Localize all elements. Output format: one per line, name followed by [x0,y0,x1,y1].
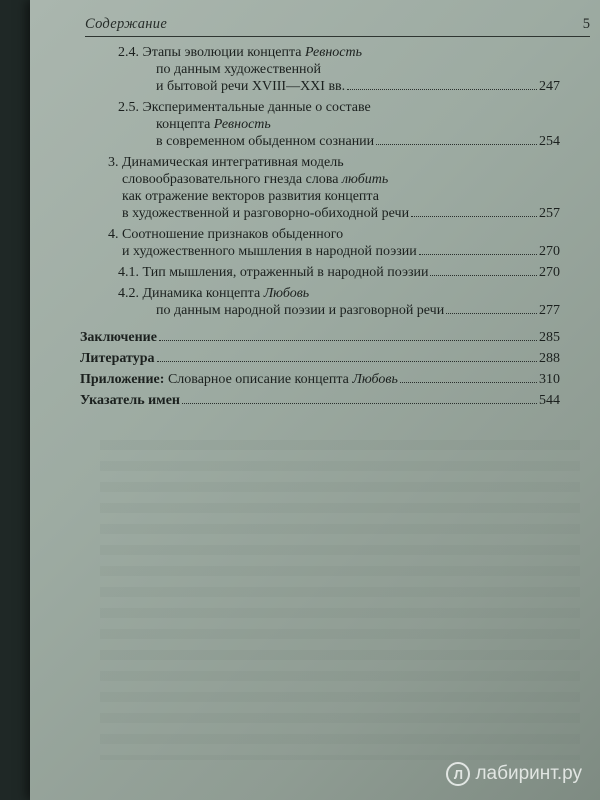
toc-page-number: 254 [539,134,560,149]
toc-line-text [156,133,374,150]
toc-text-run: 4. Соотношение признаков обыденного [108,227,344,242]
toc-text-run: Указатель имен [80,393,180,408]
bleed-through-text [100,440,580,760]
toc-line [118,302,560,319]
toc-text-run: по данным народной поэзии и разговорной речи [156,303,445,318]
toc-line [118,116,560,133]
toc-entry [80,264,560,281]
toc-text-run: как отражение векторов развития концепта [122,189,379,204]
toc-page-number: 247 [539,79,560,94]
toc-line [108,154,560,171]
toc-text-run: и бытовой речи XVIII—XXI вв. [156,79,346,94]
toc-entry [80,44,560,95]
toc-line [118,99,560,116]
toc-line-text [108,154,344,171]
header-page-number: 5 [582,16,590,32]
toc-line [108,171,560,188]
toc-line-text [80,329,157,346]
toc-line-text [156,302,444,319]
toc-text-run: 4.2. Динамика концепта [118,286,264,301]
toc-line-text [80,371,398,388]
toc-line [118,44,560,61]
toc-entry [80,99,560,150]
toc-text-run: Заключение [80,330,157,345]
toc-entry [80,350,560,367]
toc-page-number: 257 [539,206,560,221]
header-rule [85,36,590,37]
toc-text-run: концепта [156,117,214,132]
watermark [446,762,582,786]
dot-leader [400,381,537,383]
toc-text-run: Ревность [213,117,271,132]
toc-text-run: Любовь [352,372,398,387]
toc-line [108,226,560,243]
toc-text-run: по данным художественной [156,62,322,77]
toc-entry [80,371,560,388]
toc-page-number: 544 [539,393,560,408]
toc-line [108,205,560,222]
toc-text-run: 3. Динамическая интегративная модель [108,155,344,170]
toc-line [108,188,560,205]
toc-page-number: 310 [539,372,560,387]
toc-entry [80,226,560,260]
toc-text-run: Ревность [305,45,362,60]
header-title: Содержание [85,16,168,32]
watermark-text: лабиринт.ру [475,763,582,784]
toc-line-text [156,116,271,133]
table-of-contents [80,44,560,413]
toc-line-text [122,188,379,205]
toc-line-text [118,264,428,281]
dot-leader [157,360,538,362]
toc-line [80,371,560,388]
toc-line-text [122,243,417,260]
dot-leader [411,215,537,217]
toc-line [80,350,560,367]
toc-line-text [122,171,388,188]
toc-line-text [80,350,155,367]
toc-text-run: Приложение: [80,372,165,387]
toc-text-run: словообразовательного гнезда слова [122,172,342,187]
toc-text-run: в современном обыденном сознании [156,134,375,149]
toc-page-number: 288 [539,351,560,366]
toc-line [118,61,560,78]
dot-leader [430,274,537,276]
toc-line [118,78,560,95]
toc-page-number: 270 [539,265,560,280]
dot-leader [419,253,537,255]
toc-text-run: и художественного мышления в народной поэзии [122,244,417,259]
toc-text-run: Любовь [263,286,310,301]
toc-text-run: в художественной и разговорно-обиходной речи [122,206,410,221]
dot-leader [446,312,537,314]
toc-page-number: 277 [539,303,560,318]
toc-line [80,329,560,346]
toc-entry [80,154,560,222]
toc-text-run: Словарное описание концепта [164,372,353,387]
toc-entry [80,392,560,409]
toc-text-run: 4.1. Тип мышления, отраженный в народной поэзии [118,265,429,280]
toc-line-text [122,205,409,222]
toc-line-text [156,61,321,78]
dot-leader [376,143,537,145]
toc-line-text [118,99,371,116]
watermark-logo-icon: Л [446,762,470,786]
toc-line-text [108,226,343,243]
toc-text-run: 2.5. Экспериментальные данные о составе [118,100,371,115]
dot-leader [347,88,537,90]
toc-line-text [118,285,309,302]
toc-text-run: любить [341,172,389,187]
toc-line [80,392,560,409]
dot-leader [159,339,537,341]
toc-line-text [118,44,362,61]
toc-entry [80,329,560,346]
toc-line-text [80,392,180,409]
dot-leader [182,402,537,404]
toc-line [108,243,560,260]
running-header [85,10,590,34]
toc-line [118,264,560,281]
toc-line [118,285,560,302]
toc-entry [80,285,560,319]
toc-line [118,133,560,150]
toc-line-text [156,78,345,95]
toc-text-run: 2.4. Этапы эволюции концепта [118,45,306,60]
toc-page-number: 285 [539,330,560,345]
toc-page-number: 270 [539,244,560,259]
toc-text-run: Литература [80,351,155,366]
